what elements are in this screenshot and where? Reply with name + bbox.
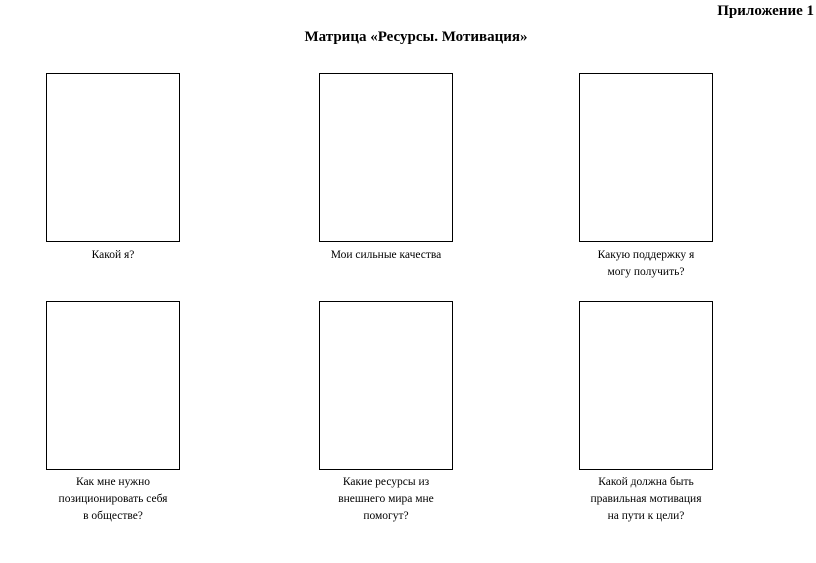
matrix-box-3 — [579, 73, 713, 242]
matrix-box-1 — [46, 73, 180, 242]
matrix-caption-4: Как мне нужно позиционировать себя в обществе? — [58, 476, 168, 522]
matrix-box-6 — [579, 301, 713, 470]
matrix-caption-3: Какую поддержку я могу получить? — [597, 249, 695, 278]
matrix-box-5 — [319, 301, 453, 470]
matrix-caption-2: Мои сильные качества — [330, 249, 442, 261]
matrix-caption-5: Какие ресурсы из внешнего мира мне помогут? — [338, 476, 434, 522]
page-title: Матрица «Ресурсы. Мотивация» — [304, 29, 528, 45]
matrix-caption-1: Какой я? — [91, 249, 135, 261]
matrix-caption-6: Какой должна быть правильная мотивация на пути к цели? — [590, 476, 702, 522]
matrix-box-2 — [319, 73, 453, 242]
appendix-label: Приложение 1 — [717, 3, 814, 19]
matrix-box-4 — [46, 301, 180, 470]
